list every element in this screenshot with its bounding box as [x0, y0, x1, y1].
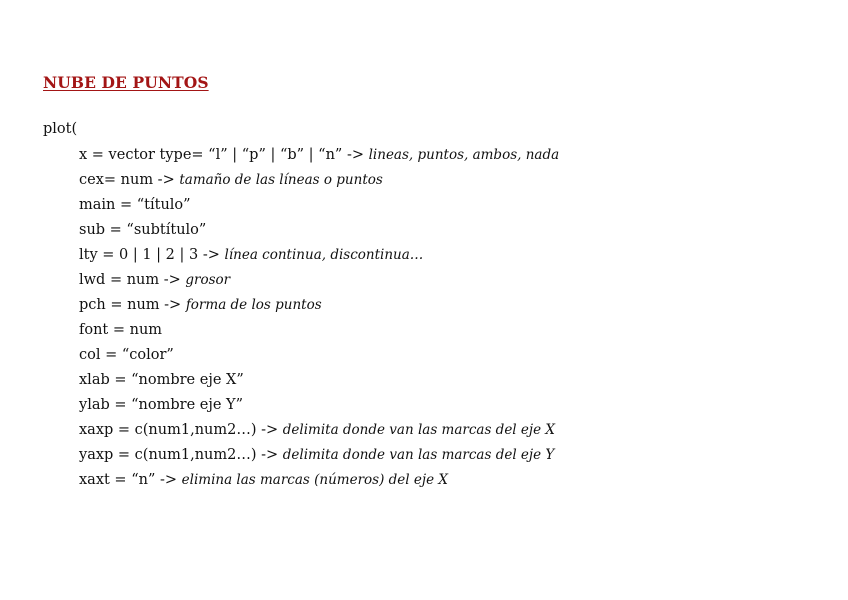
parameter-list — [79, 146, 559, 496]
parameter-description: delimita donde van las marcas del eje Y — [282, 447, 555, 463]
parameter-line — [79, 246, 559, 271]
parameter-code: x = vector type= “l” | “p” | “b” | “n” -> — [79, 147, 369, 163]
parameter-line — [79, 171, 559, 196]
parameter-description: tamaño de las líneas o puntos — [179, 172, 383, 188]
parameter-line — [79, 471, 559, 496]
parameter-code: xlab = “nombre eje X” — [79, 372, 244, 388]
parameter-line — [79, 271, 559, 296]
parameter-line — [79, 146, 559, 171]
parameter-description: delimita donde van las marcas del eje X — [282, 422, 555, 438]
parameter-code: yaxp = c(num1,num2…) -> — [79, 447, 283, 463]
parameter-code: font = num — [79, 322, 163, 338]
parameter-line — [79, 421, 559, 446]
parameter-description: elimina las marcas (números) del eje X — [181, 472, 448, 488]
parameter-code: xaxp = c(num1,num2…) -> — [79, 422, 283, 438]
parameter-code: ylab = “nombre eje Y” — [79, 397, 244, 413]
parameter-line — [79, 321, 559, 346]
parameter-line — [79, 346, 559, 371]
parameter-line — [79, 396, 559, 421]
parameter-line — [79, 221, 559, 246]
parameter-code: pch = num -> — [79, 297, 186, 313]
parameter-code: cex= num -> — [79, 172, 180, 188]
parameter-description: lineas, puntos, ambos, nada — [368, 147, 560, 163]
parameter-line — [79, 371, 559, 396]
parameter-code: xaxt = “n” -> — [79, 472, 182, 488]
parameter-line — [79, 196, 559, 221]
section-title: NUBE DE PUNTOS — [43, 73, 209, 92]
parameter-code: lty = 0 | 1 | 2 | 3 -> — [79, 247, 225, 263]
parameter-code: col = “color” — [79, 347, 174, 363]
parameter-code: main = “título” — [79, 197, 191, 213]
parameter-code: sub = “subtítulo” — [79, 222, 207, 238]
function-header: plot( — [43, 121, 78, 137]
parameter-description: línea continua, discontinua… — [224, 247, 424, 263]
parameter-line — [79, 446, 559, 471]
parameter-description: grosor — [185, 272, 231, 288]
parameter-code: lwd = num -> — [79, 272, 186, 288]
parameter-line — [79, 296, 559, 321]
parameter-description: forma de los puntos — [185, 297, 322, 313]
